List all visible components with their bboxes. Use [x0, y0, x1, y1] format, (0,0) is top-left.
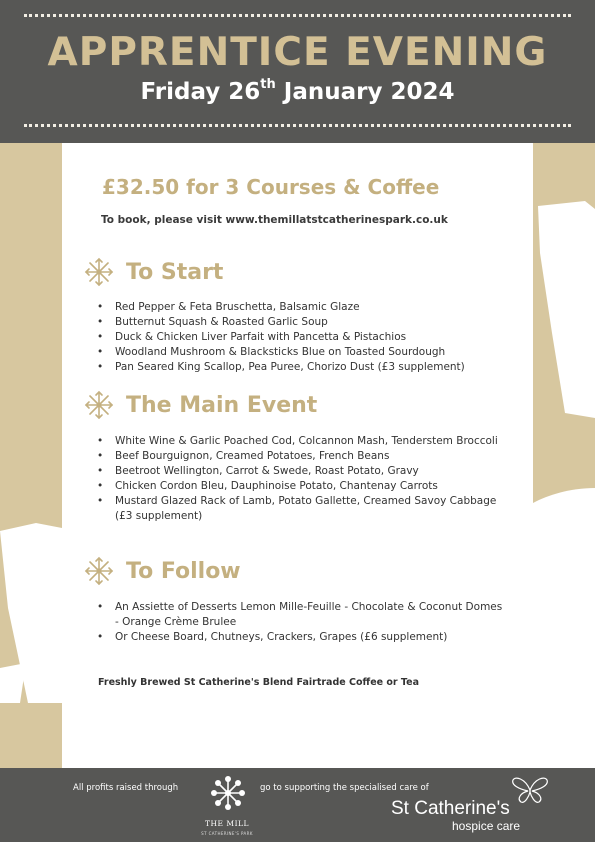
section-header-main — [84, 388, 317, 422]
list-item: • Duck & Chicken Liver Parfait with Pancetta & Pistachios — [97, 330, 507, 345]
butterfly-icon — [511, 774, 549, 804]
section-header-start — [84, 255, 223, 289]
snowflake-icon — [84, 257, 114, 287]
event-date: Friday 26th January 2024 — [140, 77, 455, 105]
list-item: • Beetroot Wellington, Carrot & Swede, Roast Potato, Gravy — [97, 464, 507, 479]
mill-logo-subtitle: ST CATHERINE'S PARK — [201, 831, 253, 836]
menu-card — [62, 143, 533, 768]
event-title: APPRENTICE EVENING — [47, 30, 548, 75]
starter-list — [97, 300, 507, 375]
list-item: • An Assiette of Desserts Lemon Mille-Feuille - Chocolate & Coconut Domes - Orange Crème Brulee — [97, 600, 507, 630]
footer-profits-text: All profits raised through — [73, 783, 179, 793]
charity-logo-text: St Catherine's — [391, 798, 510, 819]
list-item: • Woodland Mushroom & Blacksticks Blue on Toasted Sourdough — [97, 345, 507, 360]
snowflake-icon — [84, 390, 114, 420]
charity-logo-subtitle: hospice care — [452, 819, 521, 833]
list-item: • Red Pepper & Feta Bruschetta, Balsamic Glaze — [97, 300, 507, 315]
section-header-follow — [84, 554, 241, 588]
list-item: • Chicken Cordon Bleu, Dauphinoise Potato, Chantenay Carrots — [97, 479, 507, 494]
coffee-note: Freshly Brewed St Catherine's Blend Fairtrade Coffee or Tea — [98, 677, 419, 688]
section-title-follow: To Follow — [126, 558, 241, 584]
dessert-list — [97, 600, 507, 645]
dotted-divider-top — [24, 14, 571, 17]
snowflake-icon — [84, 556, 114, 586]
mill-logo-text: THE MILL — [204, 819, 249, 828]
list-item: • Pan Seared King Scallop, Pea Puree, Chorizo Dust (£3 supplement) — [97, 360, 507, 375]
list-item: • Mustard Glazed Rack of Lamb, Potato Gallette, Creamed Savoy Cabbage (£3 supplement) — [97, 494, 507, 524]
section-title-main: The Main Event — [126, 392, 318, 418]
footer-banner — [0, 768, 595, 842]
list-item: • Butternut Squash & Roasted Garlic Soup — [97, 315, 507, 330]
list-item: • White Wine & Garlic Poached Cod, Colcannon Mash, Tenderstem Broccoli — [97, 434, 507, 449]
booking-info: To book, please visit www.themillatstcatherinespark.co.uk — [101, 214, 448, 226]
header-banner — [0, 0, 595, 143]
footer-support-text: go to supporting the specialised care of — [260, 783, 429, 793]
section-title-start: To Start — [126, 259, 224, 285]
list-item: • Beef Bourguignon, Creamed Potatoes, French Beans — [97, 449, 507, 464]
main-course-list — [97, 434, 507, 524]
list-item: • Or Cheese Board, Chutneys, Crackers, Grapes (£6 supplement) — [97, 630, 507, 645]
dotted-divider-bottom — [24, 124, 571, 127]
price-headline: £32.50 for 3 Courses & Coffee — [102, 175, 440, 199]
mill-logo-icon — [207, 772, 249, 814]
